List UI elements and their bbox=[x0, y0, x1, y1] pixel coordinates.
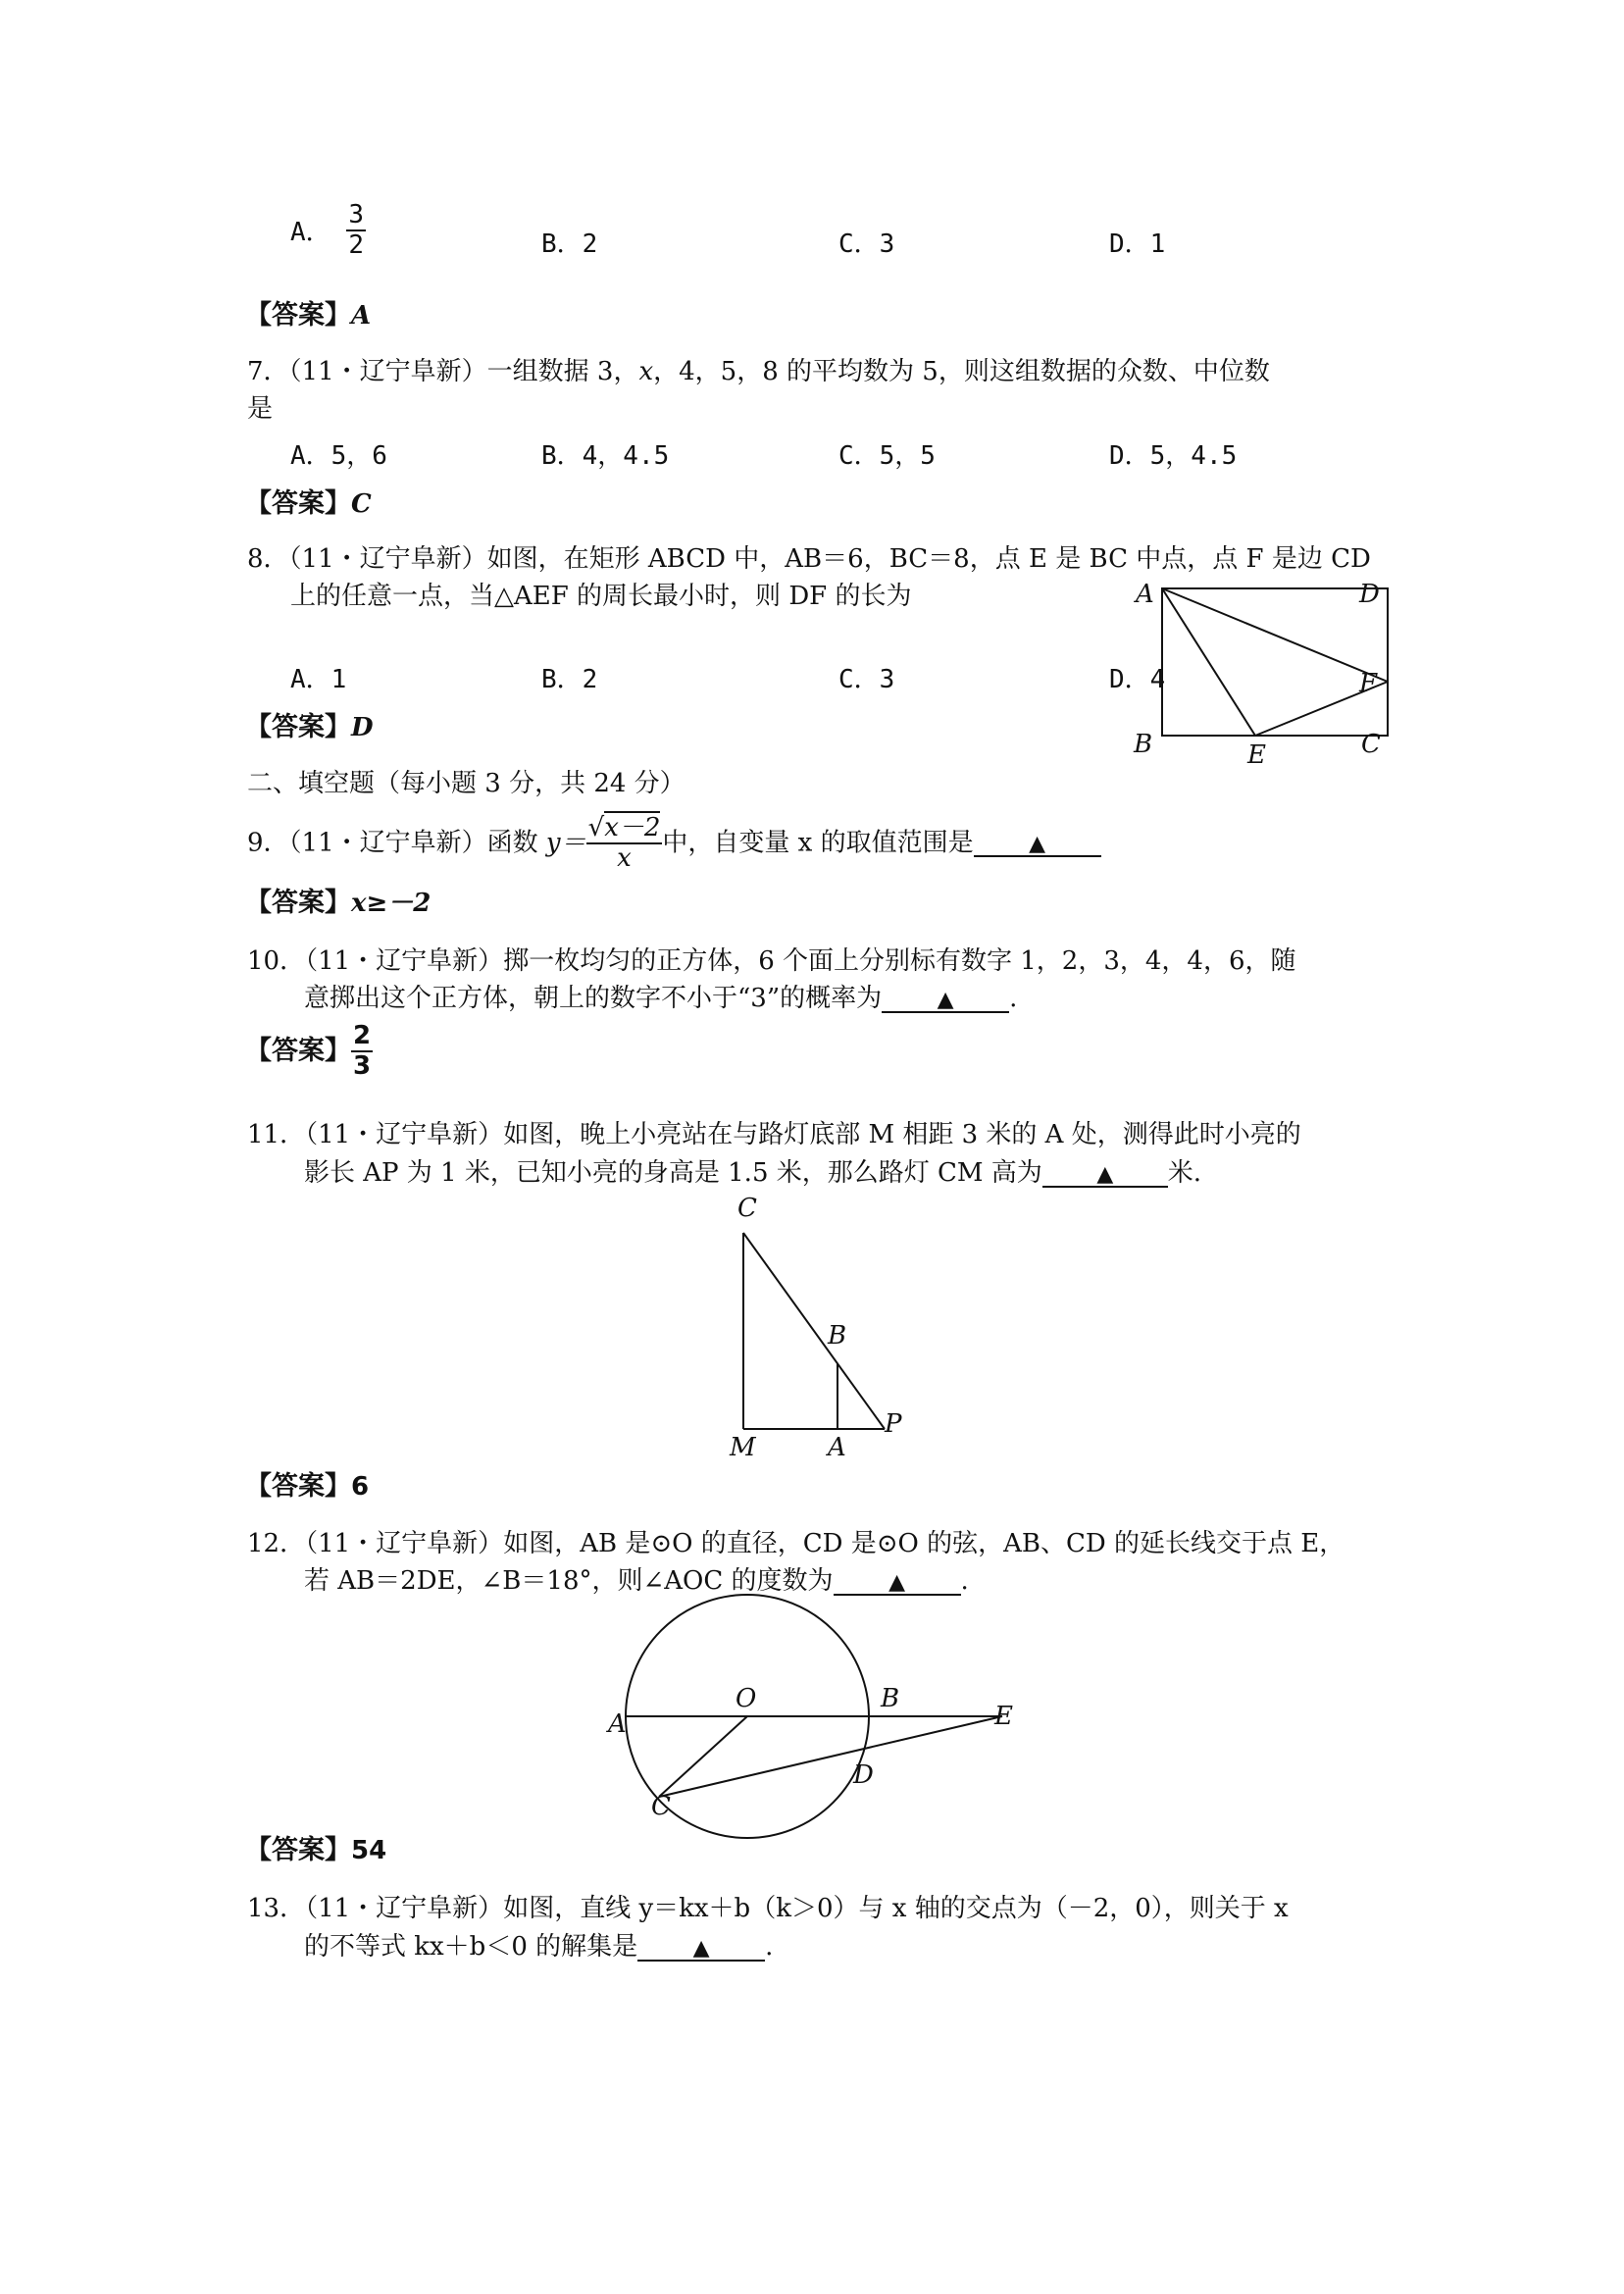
q6-option-a-denominator: 2 bbox=[348, 229, 364, 260]
q13-number: 13． bbox=[247, 1894, 306, 1923]
q6-option-a-letter: A． bbox=[290, 218, 331, 248]
q12-answer-label: 【答案】 bbox=[245, 1835, 351, 1865]
q6-answer-value: A bbox=[351, 301, 372, 331]
q11-text2-end: 米. bbox=[1167, 1158, 1202, 1188]
q8-figure bbox=[1128, 569, 1412, 770]
q10-answer-label: 【答案】 bbox=[245, 1036, 351, 1067]
q12-blank-mark: ▲ bbox=[888, 1570, 905, 1595]
q11-blank bbox=[1042, 1160, 1168, 1188]
q11-label-a: A bbox=[828, 1433, 846, 1462]
q7-option-d: D．5，4.5 bbox=[1109, 441, 1238, 471]
q10-answer-numerator: 2 bbox=[353, 1021, 372, 1050]
q11-source: （11・辽宁阜新） bbox=[305, 1120, 504, 1149]
q8-label-f: F bbox=[1359, 669, 1378, 698]
q6-option-b-text: 2 bbox=[582, 229, 598, 259]
q8-option-c: C．3 bbox=[838, 665, 895, 694]
q9-line bbox=[247, 814, 1101, 872]
q8-text1: 如图，在矩形 ABCD 中，AB＝6，BC＝8，点 E 是 BC 中点，点 F 是边 CD bbox=[486, 544, 1371, 574]
q7-option-b: B．4，4.5 bbox=[541, 441, 670, 471]
q13-end: . bbox=[765, 1932, 774, 1962]
q12-answer bbox=[245, 1837, 386, 1863]
q9-blank-mark: ▲ bbox=[1029, 831, 1046, 856]
q11-label-m: M bbox=[730, 1433, 756, 1462]
section-2-title: 二、填空题（每小题 3 分，共 24 分） bbox=[247, 769, 685, 798]
q7-text2: ，4，5，8 的平均数为 5，则这组数据的众数、中位数 bbox=[653, 357, 1270, 386]
q7-text1: 一组数据 3， bbox=[486, 357, 639, 386]
q7-x: x bbox=[638, 357, 654, 386]
q10-blank-mark: ▲ bbox=[937, 988, 954, 1012]
q8-segment-ae bbox=[1162, 588, 1255, 736]
q8-option-d: D．4 bbox=[1109, 665, 1166, 694]
q12-text2: 若 AB＝2DE，∠B＝18°，则∠AOC 的度数为 bbox=[304, 1566, 834, 1596]
q10-source: （11・辽宁阜新） bbox=[305, 946, 504, 976]
q6-option-b-letter: B． bbox=[541, 229, 583, 259]
q13-line1 bbox=[247, 1896, 1289, 1921]
q8-label-e: E bbox=[1247, 740, 1266, 770]
q9-denominator: x bbox=[617, 842, 632, 873]
q11-blank-mark: ▲ bbox=[1096, 1162, 1114, 1187]
q8-answer-value: D bbox=[351, 713, 374, 742]
q9-blank bbox=[974, 830, 1101, 857]
q11-label-p: P bbox=[885, 1409, 902, 1439]
q10-line1 bbox=[247, 948, 1296, 974]
q9-answer bbox=[245, 890, 431, 916]
q9-source: （11・辽宁阜新） bbox=[288, 828, 487, 858]
q6-option-d-letter: D． bbox=[1109, 229, 1150, 259]
q8-option-a: A．1 bbox=[290, 665, 347, 694]
q8-label-b: B bbox=[1134, 730, 1153, 759]
q7-line2: 是 bbox=[247, 394, 274, 424]
q6-option-d-text: 1 bbox=[1149, 229, 1166, 259]
q10-answer-denominator: 3 bbox=[353, 1050, 372, 1081]
q11-label-b: B bbox=[828, 1321, 847, 1351]
q10-text2: 意掷出这个正方体，朝上的数字不小于“3”的概率为 bbox=[304, 984, 883, 1013]
q7-option-a: A．5，6 bbox=[290, 441, 387, 471]
q11-light-ray-cp bbox=[743, 1233, 885, 1429]
q13-source: （11・辽宁阜新） bbox=[305, 1894, 504, 1923]
q12-label-d: D bbox=[853, 1760, 874, 1790]
q12-end: . bbox=[960, 1566, 969, 1596]
q12-label-a: A bbox=[608, 1709, 627, 1739]
q8-label-d: D bbox=[1359, 580, 1380, 609]
q11-text2: 影长 AP 为 1 米，已知小亮的身高是 1.5 米，那么路灯 CM 高为 bbox=[304, 1158, 1042, 1188]
q7-answer bbox=[245, 490, 372, 517]
q8-option-b: B．2 bbox=[541, 665, 598, 694]
q6-option-c bbox=[838, 224, 894, 260]
q12-label-o: O bbox=[736, 1684, 757, 1713]
q11-number: 11． bbox=[247, 1120, 306, 1149]
q6-option-a-numerator: 3 bbox=[348, 200, 364, 229]
q11-line1 bbox=[247, 1122, 1301, 1147]
q6-option-a bbox=[290, 201, 366, 259]
q13-blank bbox=[637, 1934, 765, 1962]
q9-fraction bbox=[586, 814, 663, 872]
q9-answer-value: x≥－2 bbox=[351, 889, 431, 918]
q11-label-c: C bbox=[737, 1194, 757, 1223]
q10-answer-fraction bbox=[351, 1022, 373, 1080]
q8-label-a: A bbox=[1136, 580, 1154, 609]
q12-source: （11・辽宁阜新） bbox=[305, 1529, 504, 1558]
q13-text1: 如图，直线 y＝kx＋b（k＞0）与 x 轴的交点为（－2，0），则关于 x bbox=[503, 1894, 1289, 1923]
q13-text2: 的不等式 kx＋b＜0 的解集是 bbox=[304, 1932, 638, 1962]
q6-answer-label: 【答案】 bbox=[245, 300, 351, 331]
q11-answer-label: 【答案】 bbox=[245, 1471, 351, 1502]
q12-label-e: E bbox=[994, 1702, 1013, 1731]
q9-number: 9． bbox=[247, 828, 289, 858]
q12-label-c: C bbox=[651, 1792, 671, 1821]
q9-y-eq: y＝ bbox=[545, 828, 586, 858]
q11-figure bbox=[716, 1194, 932, 1466]
q10-number: 10． bbox=[247, 946, 306, 976]
q11-answer bbox=[245, 1473, 369, 1500]
q9-answer-label: 【答案】 bbox=[245, 888, 351, 918]
q12-line-ce bbox=[659, 1716, 1002, 1797]
q13-line2 bbox=[304, 1934, 773, 1962]
q8-rectangle-abcd bbox=[1162, 588, 1388, 736]
q8-label-c: C bbox=[1361, 730, 1381, 759]
q11-line2 bbox=[304, 1160, 1201, 1188]
q6-option-b bbox=[541, 224, 597, 260]
q10-blank bbox=[882, 986, 1009, 1013]
q7-line1 bbox=[247, 359, 1270, 384]
q11-text1: 如图，晚上小亮站在与路灯底部 M 相距 3 米的 A 处，测得此时小亮的 bbox=[503, 1120, 1301, 1149]
q12-line-oc bbox=[659, 1716, 747, 1797]
q13-blank-mark: ▲ bbox=[692, 1936, 710, 1961]
q12-text1: 如图，AB 是⊙O 的直径，CD 是⊙O 的弦，AB、CD 的延长线交于点 E， bbox=[503, 1529, 1345, 1558]
q12-line1 bbox=[247, 1531, 1345, 1556]
q12-figure bbox=[598, 1589, 1040, 1844]
q9-pre: 函数 bbox=[486, 828, 546, 858]
q12-number: 12． bbox=[247, 1529, 306, 1558]
q8-line2: 上的任意一点，当△AEF 的周长最小时，则 DF 的长为 bbox=[290, 582, 912, 611]
q10-line2 bbox=[304, 986, 1017, 1013]
q8-source: （11・辽宁阜新） bbox=[288, 544, 487, 574]
q10-answer bbox=[245, 1022, 373, 1080]
q6-option-c-text: 3 bbox=[879, 229, 895, 259]
q7-answer-label: 【答案】 bbox=[245, 488, 351, 519]
q10-text1: 掷一枚均匀的正方体，6 个面上分别标有数字 1，2，3，4，4，6，随 bbox=[503, 946, 1296, 976]
q6-option-d bbox=[1109, 224, 1165, 260]
q9-numerator: √x－2 bbox=[587, 813, 661, 842]
q12-answer-value: 54 bbox=[351, 1836, 387, 1865]
q9-post: 中，自变量 x 的取值范围是 bbox=[662, 828, 974, 858]
q7-source: （11・辽宁阜新） bbox=[288, 357, 487, 386]
q6-answer bbox=[245, 302, 371, 329]
q8-segment-af bbox=[1162, 588, 1388, 682]
q12-label-b: B bbox=[881, 1684, 900, 1713]
q11-answer-value: 6 bbox=[351, 1472, 370, 1502]
q7-number: 7． bbox=[247, 357, 289, 386]
q10-end: . bbox=[1009, 984, 1018, 1013]
q8-answer bbox=[245, 714, 374, 740]
q9-radicand: x－2 bbox=[604, 813, 661, 842]
q8-answer-label: 【答案】 bbox=[245, 712, 351, 742]
q7-answer-value: C bbox=[351, 489, 372, 519]
q7-option-c: C．5，5 bbox=[838, 441, 936, 471]
q8-number: 8． bbox=[247, 544, 289, 574]
q6-option-c-letter: C． bbox=[838, 229, 880, 259]
q6-option-a-fraction bbox=[346, 201, 366, 259]
